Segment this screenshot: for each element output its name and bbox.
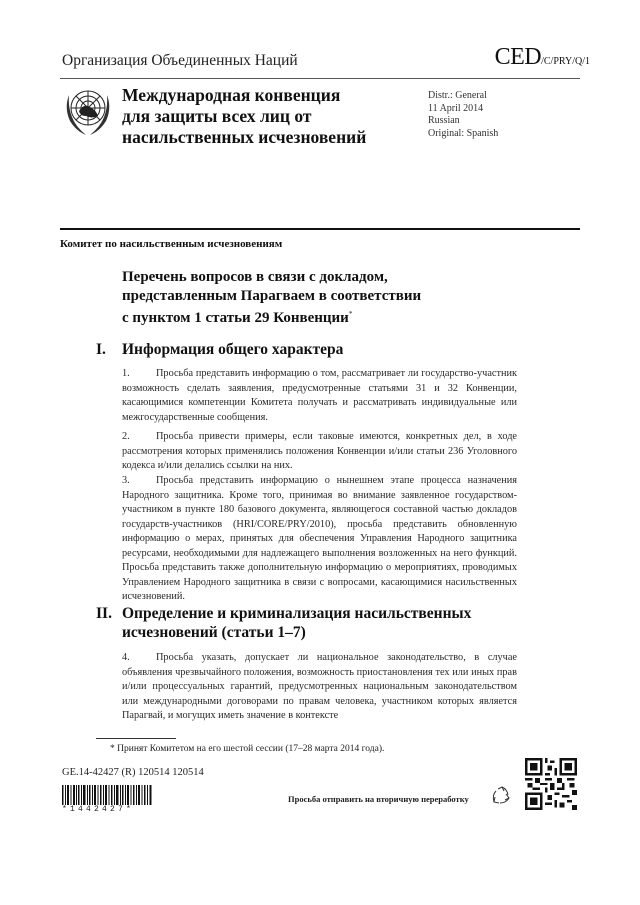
symbol-main: CED xyxy=(494,44,542,70)
distribution-info xyxy=(428,90,498,140)
convention-title xyxy=(122,85,366,148)
title-line: с пунктом 1 статьи 29 Конвенции xyxy=(122,310,349,326)
footnote: * Принят Комитетом на его шестой сессии (17–28 марта 2014 года). xyxy=(110,744,385,754)
job-number: GE.14-42427 (R) 120514 120514 xyxy=(62,767,204,778)
distribution-line: Distr.: General xyxy=(428,90,487,101)
organization-name: Организация Объединенных Наций xyxy=(62,52,298,69)
paragraph-3 xyxy=(122,474,517,605)
paragraph-number: 2. xyxy=(122,431,130,442)
symbol-sub: /C/PRY/Q/1 xyxy=(541,56,590,67)
paragraph-number: 3. xyxy=(122,475,130,486)
recycle-note: Просьба отправить на вторичную переработку xyxy=(288,794,469,804)
paragraph-text: Просьба указать, допускает ли национальное законодательство, в случае объявления чрезвычайного положения, возможность приостановления тех или иных прав и/или процессуальных гарантий, предусмотренных национальным законодательством или международными договорами по правам человека, участником которых является Парагвай, и могущих иметь значение в контексте xyxy=(122,652,517,721)
barcode-number: *1442427* xyxy=(62,805,135,814)
footnote-rule xyxy=(96,738,176,739)
paragraph-text: Просьба привести примеры, если таковые имеются, конкретных дел, в ходе рассмотрения которых применялись положения Конвенции и/или статьи 236 Уголовного кодекса и/или делались ссылки на них. xyxy=(122,431,517,471)
paragraph-number: 1. xyxy=(122,368,130,379)
recycle-icon xyxy=(490,785,512,807)
paragraph-4 xyxy=(122,651,517,724)
document-title xyxy=(122,268,421,328)
paragraph-text: Просьба представить информацию о нынешнем этапе процесса назначения Народного защитника. Кроме того, принимая во внимание заявленное государством-участником в пункте 180 базового документа, являющегося составной частью докладов государств-участников (HRI/CORE/PRY/2010), просьба представить обновленную информацию о мерах, принятых для обеспечения Управления Народного защитника ресурсами, необходимыми для надлежащего выполнения возложенных на него функций. Просьба представить также дополнительную информацию о мероприятиях, проводимых Управлением Народного защитника в связи с вопросами, касающимися насильственных исчезновений. xyxy=(122,475,517,602)
paragraph-text: Просьба представить информацию о том, рассматривает ли государство-участник возможность сделать заявления, предусмотренные статьями 31 и 32 Конвенции, касающимися компетенции Комитета получать и рассматривать индивидуальные или межгосударственные сообщения. xyxy=(122,368,517,423)
convention-title-line: насильственных исчезновений xyxy=(122,127,367,147)
barcode-icon xyxy=(62,785,152,805)
document-symbol xyxy=(495,44,590,71)
section-title: Информация общего характера xyxy=(122,341,344,358)
un-emblem-icon xyxy=(62,83,114,141)
section-title: исчезновений (статьи 1–7) xyxy=(122,624,306,641)
qr-code-icon xyxy=(525,757,577,811)
title-line: представленным Парагваем в соответствии xyxy=(122,287,422,304)
title-line: Перечень вопросов в связи с докладом, xyxy=(122,269,388,285)
convention-title-line: Международная конвенция xyxy=(122,85,341,105)
language-line: Russian xyxy=(428,115,460,126)
section-title: Определение и криминализация насильственных xyxy=(122,605,472,622)
convention-title-line: для защиты всех лиц от xyxy=(122,106,312,126)
original-language-line: Original: Spanish xyxy=(428,127,499,139)
date-line: 11 April 2014 xyxy=(428,102,484,114)
header-rule xyxy=(60,78,580,79)
section-number: II. xyxy=(96,605,112,622)
paragraph-2 xyxy=(122,430,517,474)
paragraph-1 xyxy=(122,367,517,425)
section-number: I. xyxy=(96,341,106,358)
committee-name: Комитет по насильственным исчезновениям xyxy=(60,238,283,250)
footnote-marker[interactable]: * xyxy=(348,310,353,318)
paragraph-number: 4. xyxy=(122,652,130,663)
header-thick-rule xyxy=(60,228,580,230)
